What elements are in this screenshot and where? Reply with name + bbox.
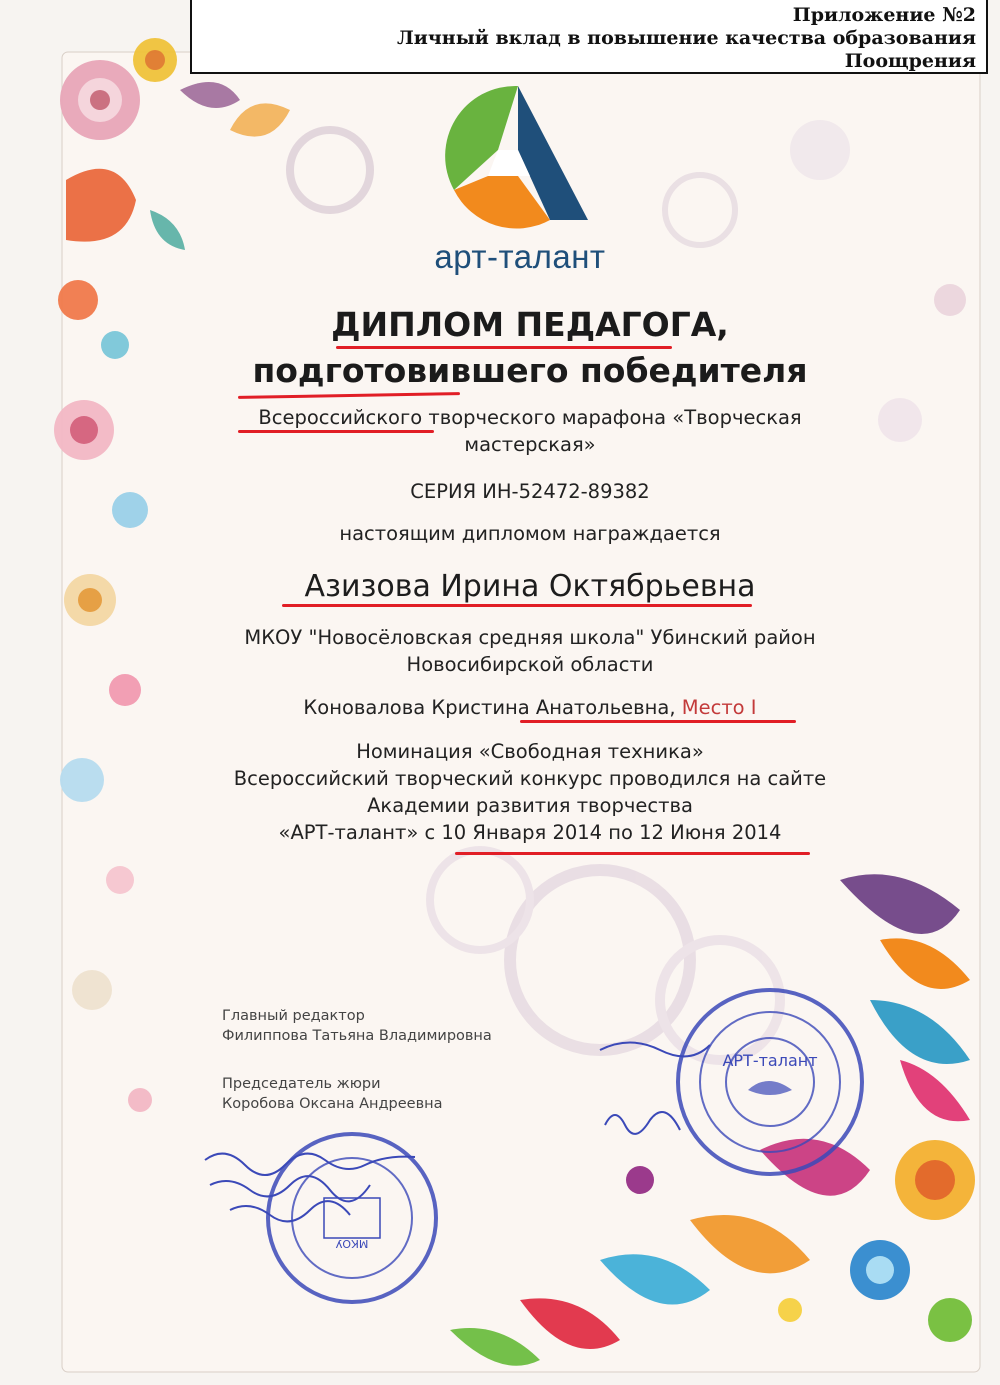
editor-name: Филиппова Татьяна Владимировна <box>222 1028 492 1044</box>
jury-name: Коробова Оксана Андреевна <box>222 1096 443 1112</box>
diploma-title-line2: подготовившего победителя <box>252 351 808 390</box>
art-talant-stamp <box>670 982 870 1182</box>
school-line2: Новосибирской области <box>406 653 654 676</box>
appendix-section: Личный вклад в повышение качества образования <box>396 27 976 49</box>
appendix-subsection: Поощрения <box>844 50 976 72</box>
logo-text: арт-талант <box>434 238 606 275</box>
underline-dates <box>455 852 810 855</box>
diploma-title-line1: ДИПЛОМ ПЕДАГОГА, <box>331 305 729 344</box>
appendix-number: Приложение №2 <box>792 4 976 26</box>
underline-student <box>520 720 796 723</box>
underline-event <box>238 430 434 433</box>
school-name <box>180 624 880 678</box>
contest-line2: Академии развития творчества <box>367 794 693 817</box>
student-name: Коновалова Кристина Анатольевна, <box>303 696 676 719</box>
contest-line3: «АРТ-талант» с 10 Января 2014 по 12 Июня 2014 <box>278 821 782 844</box>
event-line2: мастерская» <box>464 433 596 456</box>
contest-line1: Всероссийский творческий конкурс проводился на сайте <box>233 767 827 790</box>
school-line1: МКОУ "Новосёловская средняя школа" Убинский район <box>244 626 816 649</box>
school-stamp <box>262 1128 442 1308</box>
underline-title-1 <box>336 346 672 349</box>
awarded-text: настоящим дипломом награждается <box>339 522 721 545</box>
stamp-text: АРТ-талант <box>722 1051 818 1070</box>
jury-block <box>222 1074 442 1114</box>
student-line <box>180 694 880 721</box>
contest-info <box>180 738 880 846</box>
art-talant-logo-icon <box>438 80 598 230</box>
event-line1: Всероссийского творческого марафона «Творческая <box>258 406 802 429</box>
series-number: СЕРИЯ ИН-52472-89382 <box>410 480 650 503</box>
appendix-header <box>190 0 988 74</box>
editor-title: Главный редактор <box>222 1008 365 1024</box>
place-award: Место I <box>681 696 757 719</box>
underline-recipient <box>282 604 752 607</box>
editor-block <box>222 1006 492 1046</box>
recipient-name: Азизова Ирина Октябрьевна <box>304 569 756 604</box>
nomination: Номинация «Свободная техника» <box>356 740 704 763</box>
jury-title: Председатель жюри <box>222 1076 381 1092</box>
school-stamp-text: МКОУ <box>335 1237 369 1250</box>
